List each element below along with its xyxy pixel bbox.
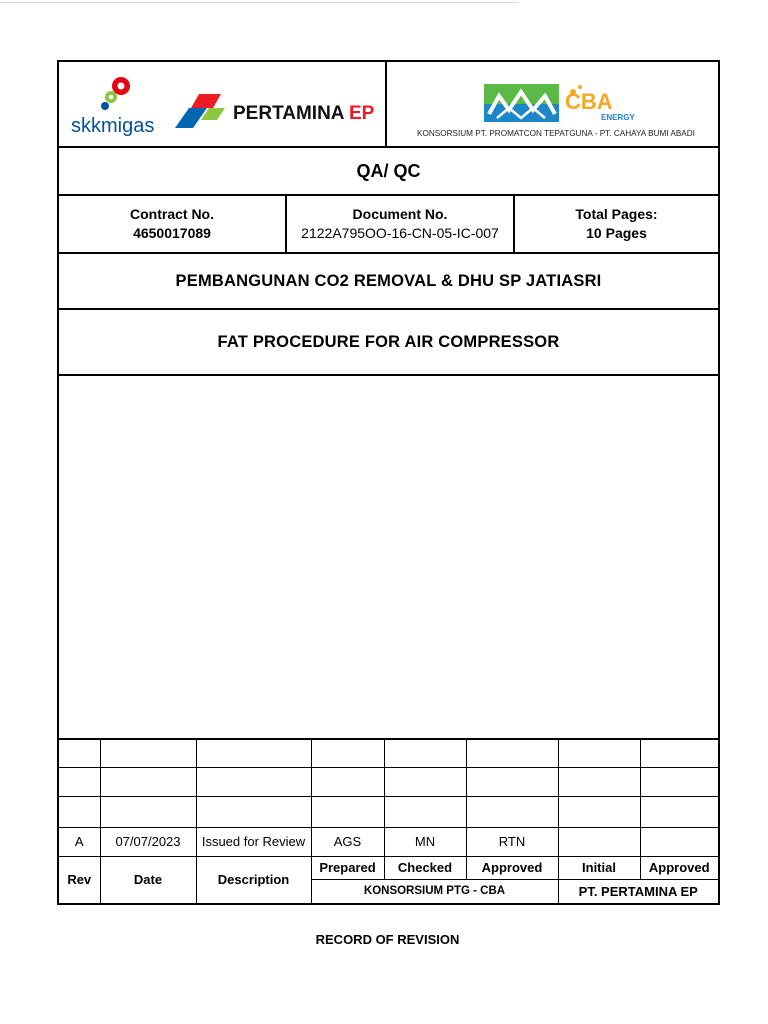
initial-header: Initial — [558, 856, 640, 879]
table-row — [59, 796, 718, 827]
pages-cell — [515, 196, 718, 252]
approved-header: Approved — [466, 856, 558, 879]
consortium-line: KONSORSIUM PT. PROMATCON TEPATGUNA - PT. CAHAYA BUMI ABADI — [417, 129, 695, 138]
table-row — [59, 767, 718, 796]
description-header: Description — [196, 856, 311, 903]
pages-label: Total Pages: — [575, 206, 658, 222]
document-label: Document No. — [352, 206, 448, 222]
rev-approved: RTN — [466, 827, 558, 856]
contractor-logos — [387, 62, 718, 146]
skkmigas-wordmark: skkmigas — [71, 115, 155, 137]
rev-header: Rev — [59, 856, 100, 903]
client-approved-header: Approved — [640, 856, 718, 879]
header-row — [59, 856, 718, 879]
pertamina-logo — [175, 94, 375, 128]
client-logos — [59, 62, 385, 146]
contract-value: 4650017089 — [133, 225, 211, 241]
section-title: QA/ QC — [356, 160, 421, 181]
cba-energy-wordmark: ENERGY — [601, 113, 635, 122]
skkmigas-logo — [71, 77, 154, 137]
document-title: FAT PROCEDURE FOR AIR COMPRESSOR — [217, 332, 560, 351]
revision-row — [59, 827, 718, 856]
prepared-header: Prepared — [311, 856, 384, 879]
rev-date: 07/07/2023 — [100, 827, 196, 856]
promatcon-logo — [484, 84, 559, 122]
pages-value: 10 Pages — [586, 225, 647, 241]
contract-cell — [59, 196, 285, 252]
cba-wordmark: CBA — [565, 89, 613, 114]
client-group-label: PT. PERTAMINA EP — [558, 879, 718, 903]
rev-client-approved — [640, 827, 718, 856]
contractor-group-label: KONSORSIUM PTG - CBA — [311, 879, 558, 903]
cba-energy-logo — [565, 85, 635, 122]
rev-description: Issued for Review — [196, 827, 311, 856]
rev-checked: MN — [384, 827, 466, 856]
document-cell — [287, 196, 513, 252]
rev-initial — [558, 827, 640, 856]
rev-code: A — [59, 827, 100, 856]
document-value: 2122A795OO-16-CN-05-IC-007 — [301, 225, 499, 241]
record-of-revision-caption: RECORD OF REVISION — [315, 932, 460, 947]
pertamina-ep-wordmark: EP — [349, 103, 375, 124]
divider — [59, 374, 718, 376]
date-header: Date — [100, 856, 196, 903]
top-rule — [0, 2, 518, 3]
pertamina-wordmark: PERTAMINA — [233, 103, 345, 124]
cover-sheet-frame — [57, 60, 720, 905]
rev-prepared: AGS — [311, 827, 384, 856]
contract-label: Contract No. — [130, 206, 214, 222]
revision-table — [59, 738, 718, 904]
project-title: PEMBANGUNAN CO2 REMOVAL & DHU SP JATIASRI — [175, 271, 602, 290]
table-row — [59, 739, 718, 767]
checked-header: Checked — [384, 856, 466, 879]
